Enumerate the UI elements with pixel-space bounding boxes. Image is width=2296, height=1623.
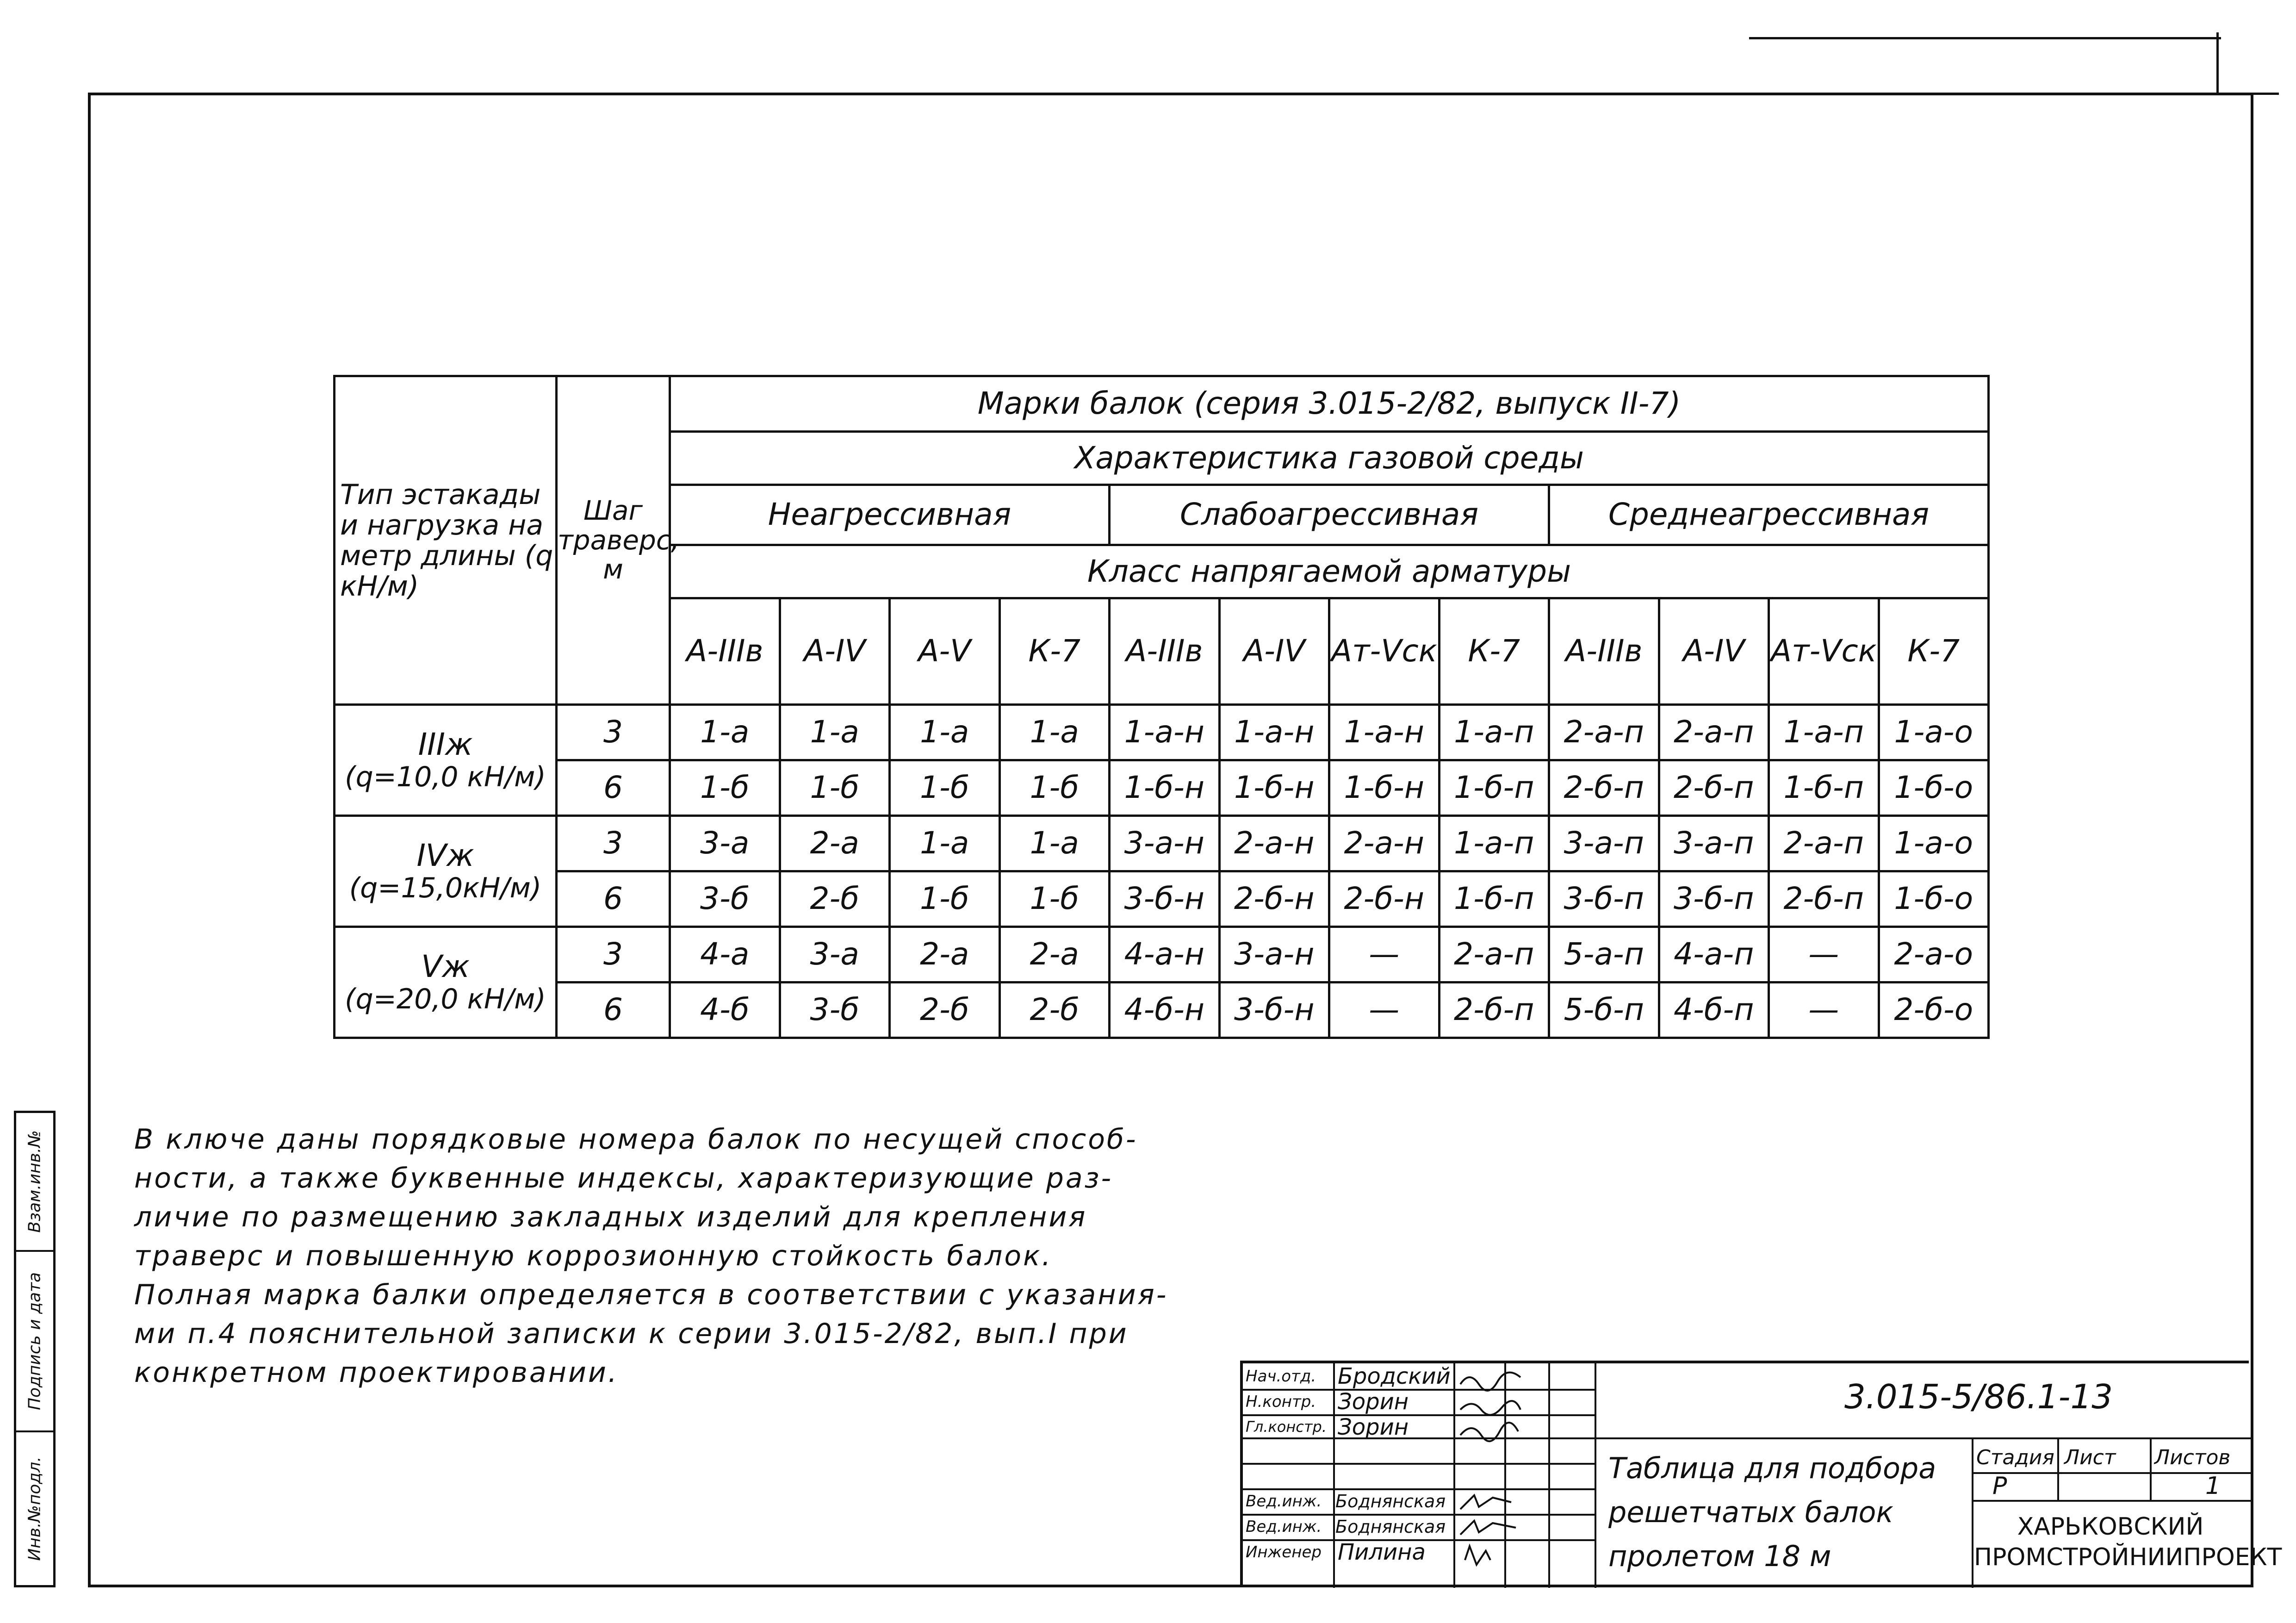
mark-cell: 1-б xyxy=(670,760,780,816)
step-cell: 3 xyxy=(557,927,670,983)
mark-cell: 1-а-о xyxy=(1879,816,1989,871)
load-value: (q=20,0 кН/м) xyxy=(345,983,546,1015)
mark-cell: 1-а-н xyxy=(1110,705,1220,760)
note-line: ности, а также буквенные индексы, характеризующие раз- xyxy=(134,1162,1113,1194)
mark-cell: 1-а xyxy=(890,816,1000,871)
mark-cell: 1-а-п xyxy=(1439,816,1549,871)
rebar-class: А-IIIв xyxy=(1549,598,1659,705)
rebar-class: К-7 xyxy=(1879,598,1989,705)
role-label: Н.контр. xyxy=(1246,1393,1316,1411)
person-name: Боднянская xyxy=(1335,1517,1446,1537)
stage-value: Р xyxy=(1992,1472,2007,1500)
mark-cell: 1-б-п xyxy=(1769,760,1879,816)
mark-cell: 4-а-н xyxy=(1110,927,1220,983)
note-line: конкретном проектировании. xyxy=(134,1356,619,1389)
mark-cell: 1-а xyxy=(890,705,1000,760)
rebar-class: А-IIIв xyxy=(1110,598,1220,705)
tb-vline xyxy=(1595,1363,1596,1588)
beam-marks-table xyxy=(333,375,1990,1039)
col-type-header: Тип эстакады и нагрузка на метр длины (q кН/м) xyxy=(335,376,557,705)
side-label-replace: Взам.инв.№ xyxy=(25,1130,44,1233)
mark-cell: 3-б-н xyxy=(1219,983,1329,1038)
rebar-class: А-IIIв xyxy=(670,598,780,705)
title-line: Таблица для подбора xyxy=(1608,1451,1936,1485)
mark-cell: 4-б-п xyxy=(1659,983,1769,1038)
title-block xyxy=(1240,1361,2282,1585)
mark-cell: 2-б xyxy=(780,871,890,927)
main-title: Марки балок (серия 3.015-2/82, выпуск II-7) xyxy=(670,376,1989,432)
notes-block xyxy=(134,1120,1245,1392)
sheets-value: 1 xyxy=(2205,1472,2221,1500)
rebar-class: А-V xyxy=(890,598,1000,705)
step-cell: 6 xyxy=(557,871,670,927)
role-label: Гл.констр. xyxy=(1246,1418,1327,1436)
person-name: Пилина xyxy=(1338,1539,1426,1565)
table-row xyxy=(335,705,1989,760)
mark-cell: 2-а-н xyxy=(1329,816,1440,871)
mark-cell: 1-а xyxy=(999,816,1110,871)
role-label: Вед.инж. xyxy=(1246,1517,1322,1536)
note-line: ми п.4 пояснительной записки к серии 3.015-2/82, вып.I при xyxy=(134,1318,1129,1350)
table-row xyxy=(335,760,1989,816)
signatures xyxy=(1456,1366,1544,1583)
top-edge-line xyxy=(1749,37,2221,39)
mark-cell: 2-а-п xyxy=(1769,816,1879,871)
mark-cell: — xyxy=(1769,983,1879,1038)
rebar-class: Ат-Vск xyxy=(1329,598,1440,705)
load-type: Vж xyxy=(421,949,470,985)
mark-cell: 3-а xyxy=(780,927,890,983)
note-line: траверс и повышенную коррозионную стойкость балок. xyxy=(134,1240,1053,1272)
tb-vline xyxy=(2057,1437,2059,1500)
mark-cell: 1-а-о xyxy=(1879,705,1989,760)
mark-cell: 5-а-п xyxy=(1549,927,1659,983)
tb-line xyxy=(1972,1500,2252,1502)
mark-cell: 2-а-о xyxy=(1879,927,1989,983)
table-row xyxy=(335,816,1989,871)
mark-cell: — xyxy=(1329,983,1440,1038)
mark-cell: 1-б-п xyxy=(1439,760,1549,816)
mark-cell: 2-а xyxy=(890,927,1000,983)
person-name: Бродский xyxy=(1338,1363,1451,1389)
mark-cell: 4-б xyxy=(670,983,780,1038)
mark-cell: 1-б xyxy=(890,871,1000,927)
mark-cell: 3-а-п xyxy=(1549,816,1659,871)
mark-cell: 2-а xyxy=(780,816,890,871)
mark-cell: 3-б-п xyxy=(1659,871,1769,927)
table-row xyxy=(335,927,1989,983)
mark-cell: 2-а-п xyxy=(1549,705,1659,760)
mark-cell: 4-а xyxy=(670,927,780,983)
mark-cell: 1-а xyxy=(999,705,1110,760)
mark-cell: 2-б-о xyxy=(1879,983,1989,1038)
mark-cell: 1-б-н xyxy=(1110,760,1220,816)
mark-cell: 1-б-н xyxy=(1219,760,1329,816)
mark-cell: 1-а-н xyxy=(1219,705,1329,760)
person-name: Боднянская xyxy=(1335,1491,1446,1511)
mark-cell: 3-б-п xyxy=(1549,871,1659,927)
mark-cell: 1-а-п xyxy=(1769,705,1879,760)
mark-cell: 2-б xyxy=(890,983,1000,1038)
corner-stamp xyxy=(2216,32,2279,95)
mark-cell: 3-а xyxy=(670,816,780,871)
load-value: (q=15,0кН/м) xyxy=(349,871,542,904)
tb-vline xyxy=(1453,1363,1455,1588)
rebar-class: Ат-Vск xyxy=(1769,598,1879,705)
role-label: Вед.инж. xyxy=(1246,1492,1322,1511)
step-cell: 3 xyxy=(557,705,670,760)
person-name: Зорин xyxy=(1338,1414,1409,1440)
col-step-header: Шаг траверс, м xyxy=(557,376,670,705)
mark-cell: 1-а xyxy=(780,705,890,760)
mark-cell: 1-б xyxy=(999,871,1110,927)
side-cell-1 xyxy=(16,1113,53,1252)
mark-cell: 3-а-н xyxy=(1110,816,1220,871)
mark-cell: 3-б xyxy=(670,871,780,927)
mark-cell: — xyxy=(1329,927,1440,983)
tb-vline xyxy=(2150,1437,2152,1500)
env-group-medium: Среднеагрессивная xyxy=(1549,485,1989,545)
load-type: IIIж xyxy=(418,727,473,763)
title-line: решетчатых балок xyxy=(1608,1495,1893,1529)
mark-cell: 4-б-н xyxy=(1110,983,1220,1038)
mark-cell: 1-б xyxy=(999,760,1110,816)
mark-cell: 1-а-н xyxy=(1329,705,1440,760)
mark-cell: 2-а-п xyxy=(1439,927,1549,983)
mark-cell: 2-б-п xyxy=(1439,983,1549,1038)
mark-cell: 2-б-п xyxy=(1549,760,1659,816)
step-cell: 6 xyxy=(557,983,670,1038)
mark-cell: 1-б xyxy=(780,760,890,816)
load-type-cell xyxy=(335,816,557,927)
rebar-class: К-7 xyxy=(999,598,1110,705)
org-name: ХАРЬКОВСКИЙ ПРОМСТРОЙНИИПРОЕКТ xyxy=(1974,1513,2282,1571)
mark-cell: 2-а-п xyxy=(1659,705,1769,760)
role-label: Инженер xyxy=(1246,1543,1322,1561)
tb-vline xyxy=(1548,1363,1550,1588)
step-cell: 3 xyxy=(557,816,670,871)
doc-code: 3.015-5/86.1-13 xyxy=(1844,1377,2113,1416)
mark-cell: 3-а-п xyxy=(1659,816,1769,871)
env-group-nonaggressive: Неагрессивная xyxy=(670,485,1110,545)
load-value: (q=10,0 кН/м) xyxy=(345,760,546,793)
note-line: личие по размещению закладных изделий для крепления xyxy=(134,1201,1087,1233)
title-line: пролетом 18 м xyxy=(1608,1539,1831,1573)
role-label: Нач.отд. xyxy=(1246,1367,1316,1386)
mark-cell: 2-б-п xyxy=(1769,871,1879,927)
mark-cell: 4-а-п xyxy=(1659,927,1769,983)
stage-label: Стадия xyxy=(1976,1446,2054,1469)
side-stamp xyxy=(14,1111,56,1587)
rebar-class: К-7 xyxy=(1439,598,1549,705)
mark-cell: 2-а xyxy=(999,927,1110,983)
mark-cell: 3-б xyxy=(780,983,890,1038)
mark-cell: 2-б xyxy=(999,983,1110,1038)
rebar-class: А-IV xyxy=(780,598,890,705)
side-cell-3 xyxy=(16,1432,53,1585)
mark-cell: — xyxy=(1769,927,1879,983)
tb-vline xyxy=(1972,1437,1973,1588)
mark-cell: 2-а-н xyxy=(1219,816,1329,871)
mark-cell: 2-б-п xyxy=(1659,760,1769,816)
mark-cell: 5-б-п xyxy=(1549,983,1659,1038)
mark-cell: 3-б-н xyxy=(1110,871,1220,927)
table-row xyxy=(335,871,1989,927)
sheet-label: Лист xyxy=(2064,1446,2116,1469)
load-type: IVж xyxy=(416,838,474,874)
mark-cell: 1-б-о xyxy=(1879,871,1989,927)
side-cell-2 xyxy=(16,1252,53,1432)
tb-vline xyxy=(1333,1363,1335,1588)
sheets-label: Листов xyxy=(2154,1446,2231,1469)
mark-cell: 1-б xyxy=(890,760,1000,816)
person-name: Зорин xyxy=(1338,1389,1409,1415)
mark-cell: 1-б-н xyxy=(1329,760,1440,816)
table-body xyxy=(335,705,1989,1038)
mark-cell: 2-б-н xyxy=(1329,871,1440,927)
mark-cell: 1-а xyxy=(670,705,780,760)
mark-cell: 1-б-п xyxy=(1439,871,1549,927)
mark-cell: 1-а-п xyxy=(1439,705,1549,760)
table-row xyxy=(335,983,1989,1038)
note-line: Полная марка балки определяется в соответствии с указания- xyxy=(134,1279,1168,1311)
rebar-title: Класс напрягаемой арматуры xyxy=(670,545,1989,598)
side-label-inventory: Инв.№подл. xyxy=(25,1456,44,1561)
env-group-weak: Слабоагрессивная xyxy=(1110,485,1549,545)
rebar-class: А-IV xyxy=(1659,598,1769,705)
rebar-class: А-IV xyxy=(1219,598,1329,705)
mark-cell: 3-а-н xyxy=(1219,927,1329,983)
load-type-cell xyxy=(335,705,557,816)
env-title: Характеристика газовой среды xyxy=(670,432,1989,485)
note-line: В ключе даны порядковые номера балок по несущей способ- xyxy=(134,1123,1138,1156)
mark-cell: 1-б-о xyxy=(1879,760,1989,816)
step-cell: 6 xyxy=(557,760,670,816)
load-type-cell xyxy=(335,927,557,1038)
side-label-signature: Подпись и дата xyxy=(25,1272,44,1411)
mark-cell: 2-б-н xyxy=(1219,871,1329,927)
